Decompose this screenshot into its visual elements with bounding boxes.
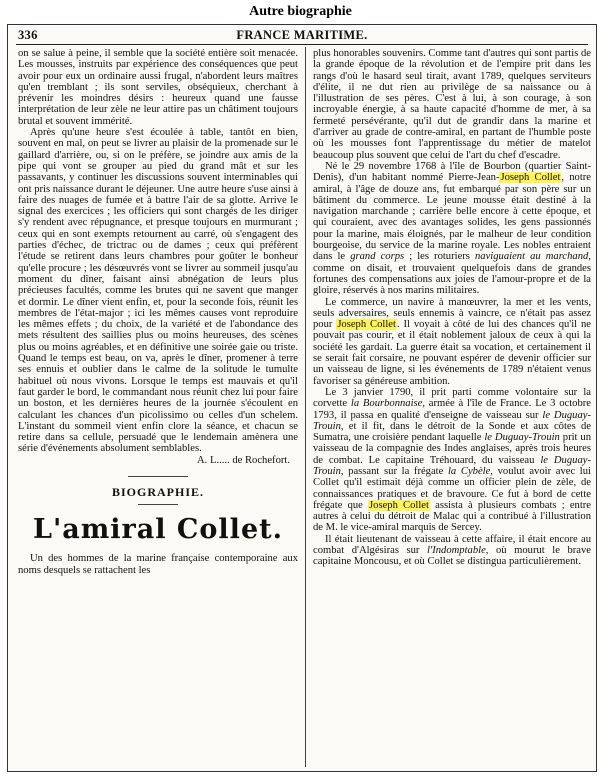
image-caption: Autre biographie bbox=[249, 4, 352, 19]
separator-rule bbox=[128, 476, 188, 477]
text-run: Le 3 janvier 1790, il prit parti comme volontaire sur la corvette bbox=[313, 386, 591, 410]
article-title: L'amiral Collet. bbox=[32, 514, 283, 546]
italic-text: le Duguay-Trouin bbox=[484, 432, 560, 444]
left-column bbox=[18, 48, 298, 767]
text-run: ; les roturiers bbox=[404, 251, 475, 263]
paragraph bbox=[313, 534, 591, 568]
paragraph: on se salue à peine, il semble que la société entière soit menacée. Les mousses, instruits par expérience des conséquences que peut avoir pour eux un ordinaire aussi frugal, n'abordent leurs maîtres qu'en tremblant ; ils sont serviles, obséquieux, cherchant à prévenir les moindres désirs : heureux quand une fausse interprétation de leur zèle ne leur attire pas un châtiment toujours brutal et souvent immérité. bbox=[18, 48, 298, 127]
italic-text: l'Indomptable bbox=[427, 545, 486, 557]
text-run: Né le 29 novembre 1768 à l'île de Bourbon (quartier Saint-Denis), d'un habitant nommé Pierre-Jean- bbox=[313, 160, 591, 184]
text-run: , passant sur la frégate bbox=[340, 465, 448, 477]
text-run: , voulut avoir avec lui Collet qu'il estimait déjà comme un officier plein de zèle, de connaissances pratiques et de bravoure. Ce fut à bord de cette frégate que bbox=[313, 465, 591, 511]
page-number: 336 bbox=[18, 28, 38, 42]
text-run: Le commerce, un navire à manœuvrer, la mer et les vents, seuls adversaires, seuls ennemis à vaincre, ce n'était pas assez pour bbox=[313, 296, 591, 331]
paragraph bbox=[313, 161, 591, 297]
italic-text: le Duguay-Trouin bbox=[313, 409, 591, 432]
text-run: , armée à l'île de France. Le 3 octobre 1793, il passa en qualité d'enseigne de vaisseau sur bbox=[313, 398, 591, 421]
signature: A. L..... de Rochefort. bbox=[197, 454, 290, 466]
italic-text: la Bourbonnaise bbox=[350, 398, 423, 410]
highlighted-name: Joseph Collet bbox=[337, 319, 396, 331]
highlighted-name: Joseph Collet bbox=[369, 499, 429, 511]
text-run: , et il fit, dans le détroit de la Sonde et aux côtes de Sumatra, une croisière pendant laquelle bbox=[313, 420, 591, 444]
text-run: Il était lieutenant de vaisseau à cette affaire, il était encore au combat d'Algésiras sur bbox=[313, 533, 591, 557]
paragraph: plus honorables souvenirs. Comme tant d'autres qui sont partis de la grande époque de la révolution et de l'empire prit dans les rangs d'où le hasard seul tirait, avant 1789, quelques serviteurs d'élite, il ne dut rien au privilège de sa naissance ou à l'illustration de ses pères. C'est à lui, à son courage, à son incroyable énergie, à sa haute capacité d'homme de mer, à sa fermeté persévérante, qu'il dut de grandir dans la marine et d'arriver au grade de contre-amiral, en partant de l'humble poste où les mousses font l'apprentissage du métier de matelot beaucoup plus souvent que celui de l'art du chef d'escadre. bbox=[313, 48, 591, 161]
italic-text: grand corps bbox=[350, 251, 405, 263]
text-run: , notre amiral, à l'âge de douze ans, fut embarqué par son père sur un bâtiment du commerce. Le jeune mousse était destiné à la navigation marchande ; carrière belle encore à cette époque, et qui couraient, avec des avantages solides, les gens passionnés pour la marine, mais éloignés, par le malheur de leur condition bourgeoise, du service de la marine royale. Les nobles entraient dans le bbox=[313, 172, 591, 263]
text-run: , où mourut le brave capitaine Moncousu, et où Collet se distingua particulièrement. bbox=[313, 545, 591, 568]
running-title: FRANCE MARITIME. bbox=[236, 28, 368, 42]
scanned-page bbox=[7, 24, 597, 772]
paragraph bbox=[313, 297, 591, 387]
section-heading: BIOGRAPHIE. bbox=[111, 484, 204, 499]
column-rule bbox=[305, 47, 306, 767]
separator-rule bbox=[138, 504, 178, 505]
header-rule bbox=[16, 44, 588, 45]
right-column bbox=[313, 48, 591, 767]
paragraph bbox=[313, 387, 591, 534]
italic-text: la Cybèle bbox=[447, 465, 491, 477]
text-run: assista à plusieurs combats ; entre autres à celui du détroit de Malac qui a contribué à l'illustration de M. le vice-amiral marquis de Sercey. bbox=[313, 499, 591, 534]
paragraph: Un des hommes de la marine française contemporaine aux noms desquels se rattachent les bbox=[18, 553, 298, 576]
text-run: prit un vaisseau de la compagnie des Indes anglaises, après trois heures de combat. Le capitaine Tréhouard, du vaisseau bbox=[313, 432, 591, 466]
italic-text: naviguaient au marchand bbox=[475, 251, 589, 263]
text-run: . Il voyait à côté de lui des chances qu'il ne pouvait pas courir, et il était noblement jaloux de ceux à qui la société les gardait. La guerre était sa vocation, et certainement il se serait fait corsaire, ne pouvant espérer de devenir officier sur un vaisseau de ligne, si les événements de 1789 n'étaient venus favoriser sa généreuse ambition. bbox=[313, 319, 591, 387]
paragraph: Après qu'une heure s'est écoulée à table, tantôt en bien, souvent en mal, on peut se livrer au plaisir de la promenade sur le gaillard d'arrière, ou, si on le préfère, se joindre aux amis de la pipe qui vont se grouper au pied du grand mât et sur les passavants, y continuer les discussions souvent interminables qui ont pris naissance durant le déjeuner. Une autre heure s'use ainsi à faire des nuages de fumée et à battre l'air de sa glotte. Arrive le signal des exercices ; les officiers qui sont chargés de les diriger s'y rendent avec répugnance, et presque toujours en murmurant ; ceux qui en sont exempts retournent au carré, où s'engagent des parties d'échec, de trictrac ou de dames ; ceux qui préfèrent l'étude se retirent dans leurs chambres pour goûter le bonheur qu'elle procure ; les désœuvrés vont se livrer au sommeil jusqu'au moment du dîner, faisant ainsi abnégation de leurs plus précieuses facultés, comme les brutes qui ne savent que manger et dormir. Le dîner vient enfin, et, pour la seconde fois, réunit les membres de l'état-major ; ici les mêmes causes vont reproduire les mêmes effets ; du choix, de la variété et de l'abondance des mets résultent des saillies plus ou moins heureuses, des scènes plus ou moins agréables, et en définitive une soirée gaie ou triste. Quand le temps est beau, on va, après le dîner, promener à terre ses ennuis et oublier dans le calme de la solitude le tumulte habituel où nous vivons. Lorsque le temps est mauvais et qu'il faut garder le bord, le commandant nous réunit chez lui pour faire un boston, et les dernières heures de la journée s'écoulent en calculant les chances d'un picolissimo ou celles d'un schelem. L'instant du sommeil vient enfin clore la séance, et chacun se retire dans sa cellule, persuadé que le lendemain amènera une série d'événements absolument semblables. bbox=[18, 127, 298, 455]
italic-text: le Duguay-Trouin bbox=[313, 454, 591, 477]
text-run: , comme on disait, et trouvaient quelquefois dans de grandes fortunes des compensations aux joies de l'amour-propre et de la gloire, réservés à nos marins militaires. bbox=[313, 251, 591, 297]
highlighted-name: Joseph Collet bbox=[500, 172, 561, 184]
